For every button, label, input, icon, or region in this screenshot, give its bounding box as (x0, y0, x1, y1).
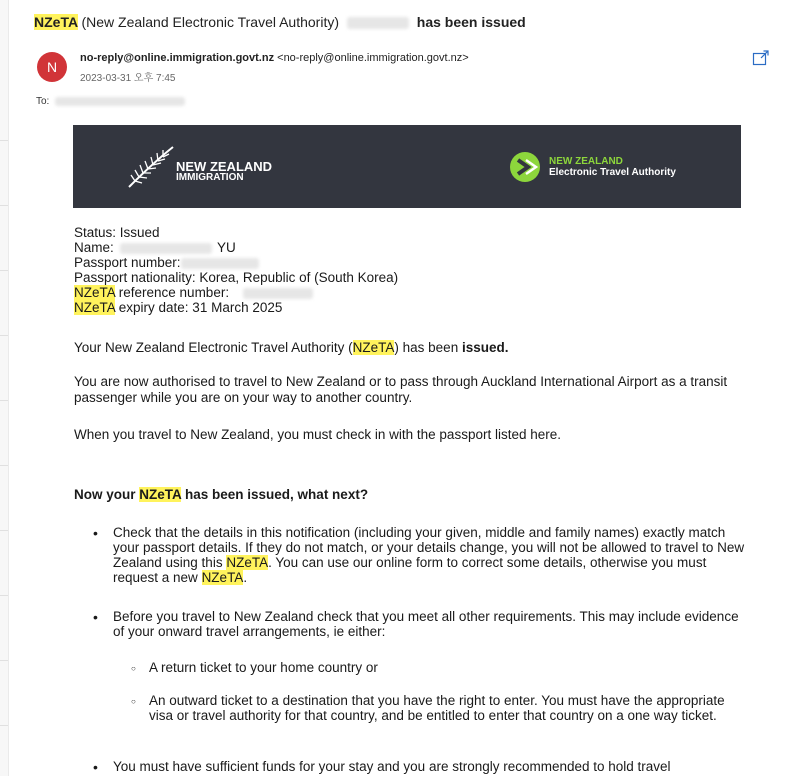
redacted-recipient (55, 97, 185, 106)
redacted-reference (243, 288, 313, 299)
checkin-paragraph: When you travel to New Zealand, you must check in with the passport listed here. (74, 427, 561, 442)
expiry-line (74, 300, 398, 315)
bullet-dot: • (93, 759, 98, 775)
redacted-passport (181, 258, 259, 269)
nationality-line: Passport nationality: Korea, Republic of (South Korea) (74, 270, 399, 285)
email-banner (73, 125, 741, 208)
name-label: Name: (74, 240, 114, 255)
sent-date: 2023-03-31 오후 7:45 (80, 73, 176, 84)
recipients-line (36, 96, 185, 107)
sub-list-item: An outward ticket to a destination that you have the right to enter. You must have the appropriate visa or travel authority for that country, and be entitled to enter that country on a one way ticket. (149, 693, 725, 723)
reference-label: reference number: (115, 285, 230, 300)
nzeta-tag: NZeTA (226, 555, 269, 570)
bullet-dot: • (93, 525, 98, 541)
sub-bullet-circle: ○ (131, 697, 136, 706)
subject-tail: has been issued (416, 14, 526, 30)
expiry-text: expiry date: 31 March 2025 (115, 300, 283, 315)
name-line (74, 240, 398, 255)
sub-list-item: A return ticket to your home country or (149, 660, 378, 675)
subject-text: (New Zealand Electronic Travel Authority) (81, 14, 340, 30)
application-details (74, 225, 398, 315)
name-suffix: YU (217, 240, 236, 255)
sender-line[interactable] (80, 52, 469, 64)
issued-pre: Your New Zealand Electronic Travel Authority ( (74, 340, 353, 355)
next-pre: Now your (74, 487, 140, 502)
nzeta-tag: NZeTA (74, 285, 116, 300)
reference-line (74, 285, 398, 300)
mail-list-rail (0, 0, 9, 776)
nz-immigration-wordmark (176, 161, 272, 183)
subject-tag: NZeTA (34, 14, 78, 30)
redacted-given-name (120, 243, 212, 254)
b1-text-a: Check that the details in this notification (including your given, middle and family names) exactly match your passport details. If they do not match, or your details change, you will not be allowed to travel to New Zealand using this (113, 525, 745, 570)
nzeta-tag: NZeTA (139, 487, 182, 502)
next-steps-heading (74, 487, 368, 502)
open-in-new-window-icon[interactable] (752, 50, 770, 66)
sender-address: <no-reply@online.immigration.govt.nz> (277, 52, 469, 64)
nzeta-wordmark (549, 156, 676, 178)
issued-paragraph (74, 340, 508, 356)
silver-fern-icon (127, 143, 177, 191)
list-item: You must have sufficient funds for your stay and you are strongly recommended to hold travel (113, 759, 671, 774)
status-line: Status: Issued (74, 225, 160, 240)
issued-bold: issued. (461, 340, 509, 355)
list-item: Before you travel to New Zealand check that you meet all other requirements. This may include evidence of your onward travel arrangements, ie either: (113, 609, 739, 639)
sender-avatar[interactable]: N (37, 52, 67, 82)
sub-bullet-circle: ○ (131, 664, 136, 673)
nzeta-logo-icon (507, 151, 543, 183)
passport-line (74, 255, 398, 270)
nzeta-tag: NZeTA (74, 300, 116, 315)
issued-mid: ) has been (394, 340, 462, 355)
eta-line2: Electronic Travel Authority (549, 167, 676, 178)
b1-text-c: . (243, 570, 248, 585)
authorised-paragraph: You are now authorised to travel to New Zealand or to pass through Auckland International Airport as a transit passenger while you are on your way to another country. (74, 374, 728, 405)
email-subject (34, 14, 526, 30)
nzi-line2: IMMIGRATION (176, 172, 244, 183)
next-post: has been issued, what next? (181, 487, 369, 502)
bullet-dot: • (93, 609, 98, 625)
nzeta-tag: NZeTA (201, 570, 244, 585)
redacted-name (347, 17, 409, 29)
nzi-line1: NEW ZEALAND (176, 159, 273, 174)
passport-label: Passport number: (74, 255, 181, 270)
nzeta-tag: NZeTA (352, 340, 395, 355)
list-item (113, 525, 753, 585)
to-label: To: (36, 96, 50, 107)
b1-text-b: . You can use our online form to correct some details, otherwise you must request a new (113, 555, 707, 585)
eta-line1: NEW ZEALAND (549, 156, 623, 167)
sender-name[interactable]: no-reply@online.immigration.govt.nz (80, 52, 275, 64)
